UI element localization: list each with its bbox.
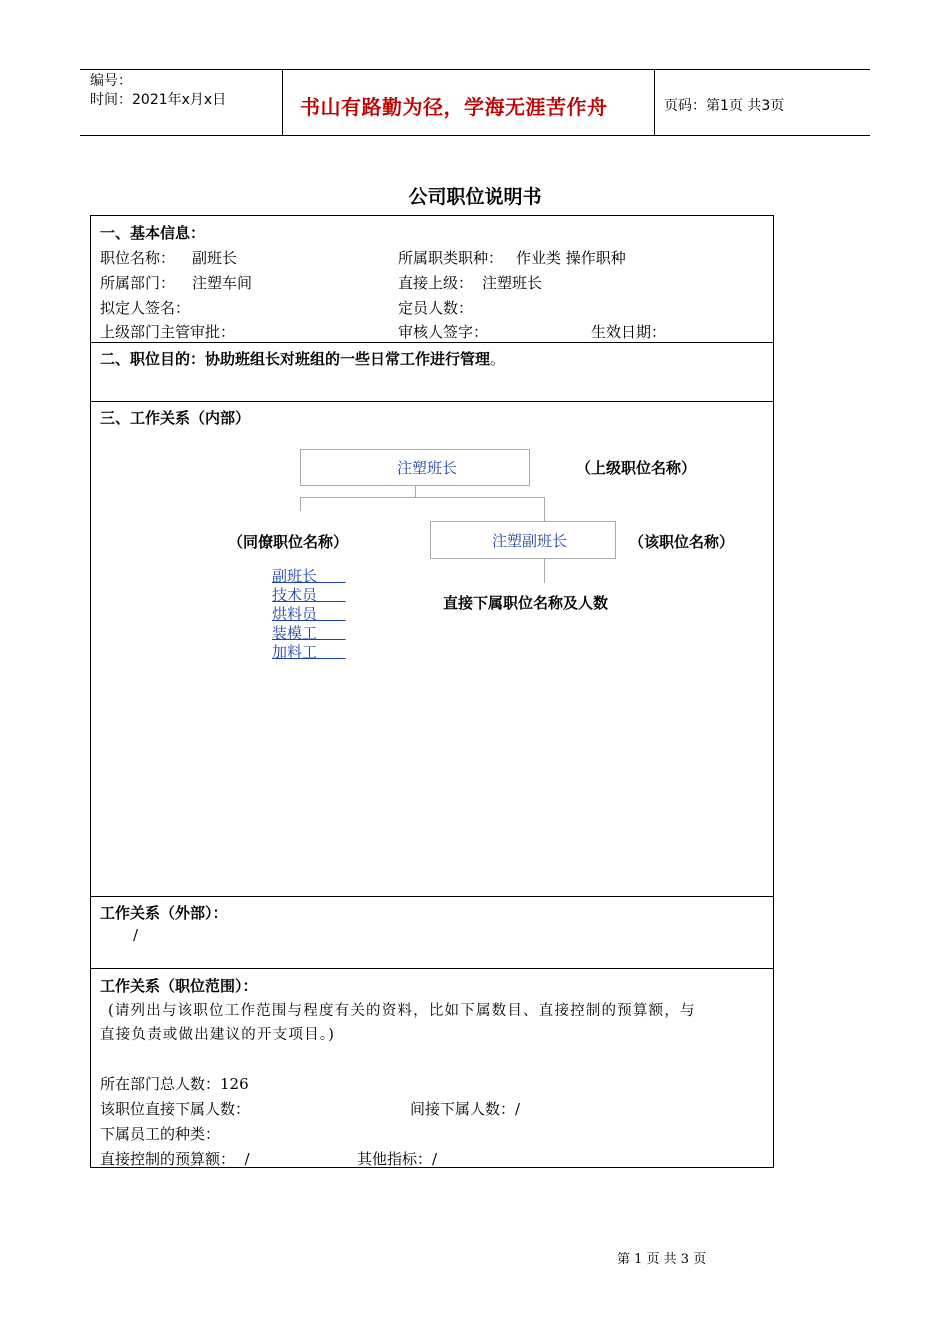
- position-name-value: 副班长: [192, 249, 238, 267]
- org-connector-line: [300, 497, 545, 498]
- position-purpose: [100, 348, 505, 369]
- department-value: 注塑车间: [192, 274, 253, 292]
- other-indicators: 其他指标：/: [357, 1150, 438, 1168]
- peer-link-technician[interactable]: 技术员: [272, 586, 346, 604]
- direct-superior-value: 注塑班长: [482, 274, 543, 292]
- headcount-label: 定员人数：: [398, 299, 474, 317]
- basic-info-heading: 一、基本信息：: [100, 224, 206, 242]
- document-number-label: 编号：: [90, 73, 132, 89]
- indirect-subordinates: 间接下属人数：/: [410, 1100, 521, 1118]
- job-category-label: 所属职类职种：: [398, 249, 504, 267]
- external-relations-heading: 工作关系（外部）：: [100, 904, 228, 922]
- external-relations-value: /: [133, 926, 139, 944]
- page-info: 页码：第1页 共3页: [664, 98, 785, 114]
- page-footer: 第 1 页 共 3 页: [617, 1252, 707, 1267]
- position-purpose-end: 。: [490, 350, 506, 368]
- self-position-name: 注塑副班长: [492, 532, 568, 550]
- direct-subordinates-label: 该职位直接下属人数：: [100, 1100, 251, 1118]
- drafter-signature-label: 拟定人签名：: [100, 299, 191, 317]
- superior-position-box: [300, 449, 530, 486]
- dept-approval-label: 上级部门主管审批：: [100, 323, 236, 341]
- job-category-value: 作业类 操作职种: [516, 249, 626, 267]
- document-title: 公司职位说明书: [408, 186, 542, 208]
- document-time-label: 时间：2021年x月x日: [90, 92, 227, 108]
- peer-position-caption: （同僚职位名称）: [228, 533, 349, 551]
- internal-relations-heading: 三、工作关系（内部）: [100, 409, 251, 427]
- reviewer-signature-label: 审核人签字：: [398, 323, 489, 341]
- self-position-caption: （该职位名称）: [629, 533, 735, 551]
- motto-banner: 书山有路勤为径，学海无涯苦作舟: [300, 95, 608, 119]
- subordinate-caption: 直接下属职位名称及人数: [443, 594, 609, 612]
- peer-link-feeder[interactable]: 加料工: [272, 643, 346, 661]
- peer-link-dryer-operator[interactable]: 烘料员: [272, 605, 346, 623]
- department-label: 所属部门：: [100, 274, 176, 292]
- position-name-label: 职位名称：: [100, 249, 176, 267]
- superior-position-caption: （上级职位名称）: [576, 459, 697, 477]
- superior-position-name: 注塑班长: [397, 459, 458, 477]
- position-purpose-text: 二、职位目的：协助班组长对班组的一些日常工作进行管理: [100, 350, 491, 368]
- peer-link-vice-leader[interactable]: 副班长: [272, 567, 346, 585]
- subordinate-types-label: 下属员工的种类：: [100, 1125, 221, 1143]
- peer-link-mold-installer[interactable]: 装模工: [272, 624, 346, 642]
- self-position-box: [430, 521, 616, 559]
- org-connector-line: [544, 497, 545, 522]
- scope-heading: 工作关系（职位范围）：: [100, 977, 258, 995]
- dept-total-headcount: 所在部门总人数：126: [100, 1075, 249, 1093]
- org-connector-line: [300, 497, 301, 511]
- scope-note-line2: 直接负责或做出建议的开支项目。): [100, 1027, 336, 1043]
- budget-control: 直接控制的预算额： /: [100, 1150, 250, 1168]
- org-connector-line: [544, 559, 545, 583]
- direct-superior-label: 直接上级：: [398, 274, 474, 292]
- effective-date-label: 生效日期：: [591, 323, 667, 341]
- scope-note-line1: (请列出与该职位工作范围与程度有关的资料，比如下属数目、直接控制的预算额，与: [108, 1003, 696, 1019]
